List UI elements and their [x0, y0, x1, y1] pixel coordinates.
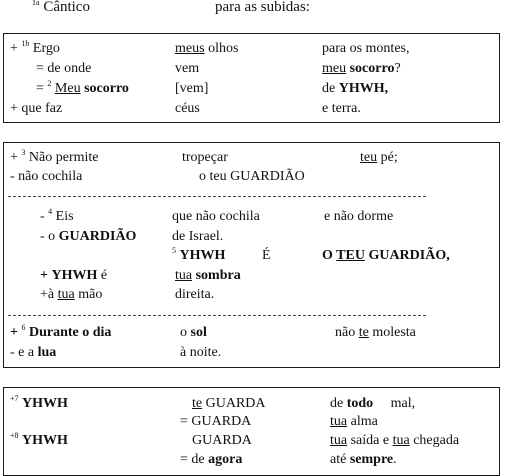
- verse-number: 8: [14, 431, 19, 440]
- s2-line3-col1: - $^4$ Eis: [40, 207, 74, 224]
- verse-number: 6: [21, 323, 26, 332]
- s2-line1-col1: + $^3$ Não permite: [10, 148, 99, 165]
- verse-number: 2: [47, 79, 52, 88]
- divider-dashed: [8, 315, 426, 316]
- s2-line6-col2: tua sombra: [175, 268, 241, 283]
- title-line: [32, 0, 90, 15]
- s2-line6-col1: + YHWH é: [40, 268, 108, 283]
- divider-dashed: [8, 196, 426, 197]
- s2-line1-col2: tropeçar: [182, 150, 228, 165]
- s1-line2-col3: meu socorro?: [322, 61, 401, 76]
- s1-line1-col2: meus olhos: [175, 41, 239, 56]
- s2-line4-col1: - o GUARDIÃO: [40, 229, 137, 244]
- s1-line3-col3: de YHWH,: [322, 81, 389, 96]
- s2-line5-col2: É: [262, 248, 271, 263]
- s3-line4-col1: = de agora: [180, 452, 243, 467]
- verse-number: 3: [21, 148, 26, 157]
- s1-line3-col2: [vem]: [175, 81, 209, 96]
- s2-line7-col2: direita.: [175, 287, 215, 302]
- s3-line1-col3: de todo mal,: [330, 396, 416, 411]
- s2-line7-col1: +à tua mão: [40, 287, 103, 302]
- s3-line1-col1: $^{+7}$ YHWH: [10, 394, 68, 411]
- s1-line2-col2: vem: [175, 61, 200, 76]
- s2-line1-col3: teu pé;: [360, 150, 398, 165]
- s3-line3-col2: GUARDA: [192, 433, 252, 448]
- s2-line5-col3: O TEU GUARDIÃO,: [322, 248, 450, 263]
- s2-line9-col1: - e a lua: [10, 345, 57, 360]
- verse-number: 4: [48, 207, 53, 216]
- verse-number: +: [10, 431, 15, 440]
- strophe-1: [3, 33, 500, 123]
- s1-line2-col1: = de onde: [36, 61, 92, 76]
- s1-line1-col3: para os montes,: [322, 41, 410, 56]
- verse-number: 1a: [32, 0, 40, 7]
- s3-line1-col2: te GUARDA: [192, 396, 266, 411]
- s2-line3-col2: que não cochila: [172, 209, 260, 224]
- title-subtitle: para as subidas:: [215, 0, 310, 15]
- s3-line2-col1: = GUARDA: [180, 414, 252, 429]
- s2-line5-col1: $^5$ YHWH: [172, 246, 226, 263]
- s1-line4-col2: céus: [175, 101, 200, 116]
- verse-number: +: [10, 394, 15, 403]
- s2-line2-col2: o teu GUARDIÃO: [199, 169, 305, 184]
- verse-number: 7: [14, 394, 19, 403]
- verse-number: 1b: [21, 39, 30, 48]
- s3-line4-col2: até sempre.: [330, 452, 397, 467]
- s2-line4-col2: de Israel.: [172, 229, 224, 244]
- s1-line1-col1: + $^{1b}$ Ergo: [10, 39, 60, 56]
- s1-line4-col1: + que faz: [10, 101, 63, 116]
- s2-line2-col1: - não cochila: [10, 169, 83, 184]
- s1-line3-col1: = $^2$ Meu socorro: [36, 79, 129, 96]
- s3-line3-col3: tua saída e tua chegada: [330, 433, 460, 448]
- verse-number: 5: [172, 246, 176, 255]
- title-word-cantico: Cântico: [43, 0, 90, 15]
- s1-line4-col3: e terra.: [322, 101, 361, 116]
- s2-line8-col3: não te molesta: [335, 325, 416, 340]
- s2-line8-col1: + $^6$ Durante o dia: [10, 323, 112, 340]
- s3-line3-col1: $^{+8}$ YHWH: [10, 431, 68, 448]
- s2-line8-col2: o sol: [180, 325, 207, 340]
- s3-line2-col2: tua alma: [330, 414, 378, 429]
- s2-line9-col2: à noite.: [180, 345, 222, 360]
- s2-line3-col3: e não dorme: [324, 209, 394, 224]
